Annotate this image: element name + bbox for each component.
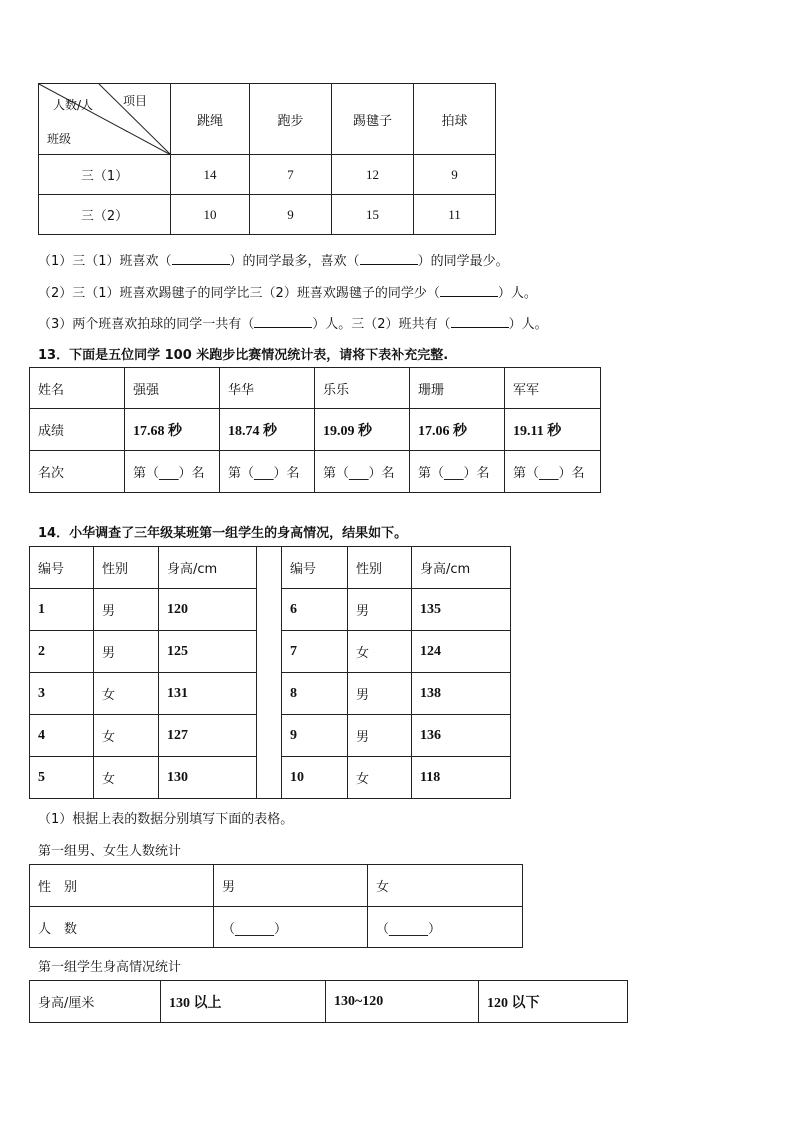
student-number: 8 bbox=[282, 673, 348, 715]
student-height: 125 bbox=[159, 631, 257, 673]
gender-male: 男 bbox=[214, 865, 368, 907]
student-number: 2 bbox=[30, 631, 94, 673]
student-gender: 男 bbox=[94, 589, 159, 631]
student-gender: 女 bbox=[348, 757, 412, 799]
question-14-title: 14．小华调查了三年级某班第一组学生的身高情况，结果如下。 bbox=[38, 526, 408, 541]
height-range: 130~120 bbox=[326, 981, 479, 1023]
height-range: 130 以上 bbox=[161, 981, 326, 1023]
student-gender: 男 bbox=[94, 631, 159, 673]
race-time: 18.74 秒 bbox=[220, 409, 315, 451]
answer-blank[interactable] bbox=[440, 284, 498, 297]
column-header: 跑步 bbox=[250, 84, 332, 155]
student-gender: 男 bbox=[348, 715, 412, 757]
student-gender: 男 bbox=[348, 589, 412, 631]
table-cell: 10 bbox=[171, 195, 250, 235]
row-header: 性 别 bbox=[30, 865, 214, 907]
table-cell: 14 bbox=[171, 155, 250, 195]
race-results-table bbox=[29, 367, 601, 493]
student-name: 乐乐 bbox=[315, 368, 410, 409]
race-time: 17.06 秒 bbox=[410, 409, 505, 451]
table-cell: 15 bbox=[332, 195, 414, 235]
student-name: 华华 bbox=[220, 368, 315, 409]
student-number: 6 bbox=[282, 589, 348, 631]
count-blank[interactable]: （______） bbox=[368, 907, 523, 948]
student-name: 珊珊 bbox=[410, 368, 505, 409]
height-range: 120 以下 bbox=[479, 981, 628, 1023]
answer-blank[interactable] bbox=[360, 252, 418, 265]
student-gender: 女 bbox=[94, 715, 159, 757]
student-number: 5 bbox=[30, 757, 94, 799]
column-header: 性别 bbox=[348, 547, 412, 589]
student-height: 138 bbox=[412, 673, 511, 715]
column-header: 身高/cm bbox=[412, 547, 511, 589]
table-cell: 7 bbox=[250, 155, 332, 195]
student-name: 军军 bbox=[505, 368, 601, 409]
column-header: 跳绳 bbox=[171, 84, 250, 155]
student-number: 4 bbox=[30, 715, 94, 757]
column-header: 编号 bbox=[282, 547, 348, 589]
student-height: 135 bbox=[412, 589, 511, 631]
question-13-title: 13．下面是五位同学 100 米跑步比赛情况统计表，请将下表补充完整. bbox=[38, 348, 449, 363]
class-activity-table bbox=[38, 83, 496, 235]
student-number: 1 bbox=[30, 589, 94, 631]
header-count-label: 人数/人 bbox=[53, 98, 94, 112]
class-label: 三（2） bbox=[39, 195, 171, 235]
class-label: 三（1） bbox=[39, 155, 171, 195]
sub-question-1: （1）根据上表的数据分别填写下面的表格。 bbox=[38, 812, 294, 827]
column-header: 性别 bbox=[94, 547, 159, 589]
header-project-label: 项目 bbox=[123, 94, 148, 108]
question-1: （1）三（1）班喜欢（ ）的同学最多，喜欢（ ）的同学最少。 bbox=[38, 254, 509, 269]
student-number: 7 bbox=[282, 631, 348, 673]
student-height: 131 bbox=[159, 673, 257, 715]
student-gender: 男 bbox=[348, 673, 412, 715]
rank-blank[interactable]: 第（___）名 bbox=[410, 451, 505, 493]
rank-blank[interactable]: 第（___）名 bbox=[315, 451, 410, 493]
table-cell: 9 bbox=[250, 195, 332, 235]
student-height: 120 bbox=[159, 589, 257, 631]
student-height: 124 bbox=[412, 631, 511, 673]
rank-blank[interactable]: 第（___）名 bbox=[125, 451, 220, 493]
row-header: 人 数 bbox=[30, 907, 214, 948]
height-survey-table bbox=[29, 546, 511, 799]
student-name: 强强 bbox=[125, 368, 220, 409]
answer-blank[interactable] bbox=[451, 315, 509, 328]
row-header: 身高/厘米 bbox=[30, 981, 161, 1023]
row-header: 成绩 bbox=[30, 409, 125, 451]
table-divider bbox=[257, 547, 282, 799]
race-time: 17.68 秒 bbox=[125, 409, 220, 451]
student-gender: 女 bbox=[348, 631, 412, 673]
race-time: 19.09 秒 bbox=[315, 409, 410, 451]
gender-table-title: 第一组男、女生人数统计 bbox=[38, 844, 182, 859]
row-header: 名次 bbox=[30, 451, 125, 493]
gender-female: 女 bbox=[368, 865, 523, 907]
student-number: 10 bbox=[282, 757, 348, 799]
student-height: 118 bbox=[412, 757, 511, 799]
student-height: 127 bbox=[159, 715, 257, 757]
count-blank[interactable]: （______） bbox=[214, 907, 368, 948]
student-height: 130 bbox=[159, 757, 257, 799]
race-time: 19.11 秒 bbox=[505, 409, 601, 451]
table-cell: 11 bbox=[414, 195, 496, 235]
student-number: 3 bbox=[30, 673, 94, 715]
student-height: 136 bbox=[412, 715, 511, 757]
column-header: 踢毽子 bbox=[332, 84, 414, 155]
student-gender: 女 bbox=[94, 757, 159, 799]
answer-blank[interactable] bbox=[172, 252, 230, 265]
column-header: 编号 bbox=[30, 547, 94, 589]
header-class-label: 班级 bbox=[47, 132, 72, 146]
diagonal-header-cell bbox=[39, 84, 171, 155]
table-cell: 9 bbox=[414, 155, 496, 195]
column-header: 拍球 bbox=[414, 84, 496, 155]
question-2: （2）三（1）班喜欢踢毽子的同学比三（2）班喜欢踢毽子的同学少（ ）人。 bbox=[38, 286, 537, 301]
question-3: （3）两个班喜欢拍球的同学一共有（ ）人。三（2）班共有（ ）人。 bbox=[38, 317, 548, 332]
rank-blank[interactable]: 第（___）名 bbox=[505, 451, 601, 493]
student-number: 9 bbox=[282, 715, 348, 757]
rank-blank[interactable]: 第（___）名 bbox=[220, 451, 315, 493]
table-cell: 12 bbox=[332, 155, 414, 195]
student-gender: 女 bbox=[94, 673, 159, 715]
answer-blank[interactable] bbox=[254, 315, 312, 328]
column-header: 身高/cm bbox=[159, 547, 257, 589]
gender-count-table bbox=[29, 864, 523, 948]
height-table-title: 第一组学生身高情况统计 bbox=[38, 960, 182, 975]
height-stats-table bbox=[29, 980, 628, 1023]
row-header: 姓名 bbox=[30, 368, 125, 409]
